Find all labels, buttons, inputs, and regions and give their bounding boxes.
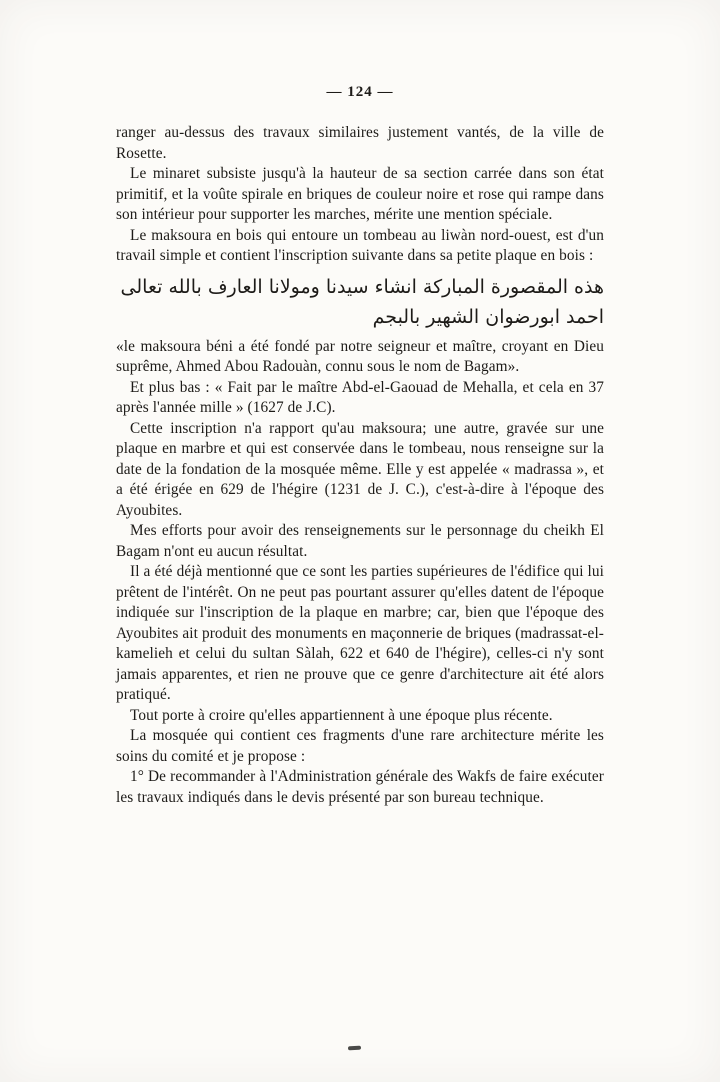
paragraph-parties-superieures: Il a été déjà mentionné que ce sont les parties supérieures de l'édifice qui lui prêtent de l'intérêt. On ne peut pas pourtant assurer qu'elles datent de l'époque indiquée sur l'inscription de la plaque en marbre; car, bien que l'époque des Ayoubites ait produit des monuments en maçonnerie de briques (madrassat-el-kamelieh et celui du sultan Sàlah, 622 et 640 de l'hégire), celles-ci n'y sont jamais apparentes, et rien ne prouve que ce genre d'architecture ait été alors pratiqué. bbox=[116, 563, 604, 703]
paragraph-continuation: ranger au-dessus des travaux similaires justement vantés, de la ville de Rosette. bbox=[116, 124, 604, 162]
scan-artifact bbox=[348, 1046, 361, 1051]
paragraph-epoque-recente: Tout porte à croire qu'elles appartiennent à une époque plus récente. bbox=[130, 706, 553, 724]
paragraph-minaret: Le minaret subsiste jusqu'à la hauteur de sa section carrée dans son état primitif, et la voûte spirale en briques de couleur noire et rose qui rampe dans son intérieur pour supporter les marches, mérite une mention spéciale. bbox=[116, 165, 604, 223]
paragraph-maksoura: Le maksoura en bois qui entoure un tombeau au liwàn nord-ouest, est d'un travail simple et contient l'inscription suivante dans sa petite plaque en bois : bbox=[116, 226, 604, 264]
paragraph-plaque-marbre: Cette inscription n'a rapport qu'au maksoura; une autre, gravée sur une plaque en marbre et qui est conservée dans le tombeau, nous renseigne sur la date de la fondation de la mosquée même. Elle y est appelée « madrassa », et a été érigée en 629 de l'hégire (1231 de J. C.), c'est-à-dire à l'époque des Ayoubites. bbox=[116, 419, 604, 519]
arabic-inscription: هذه المقصورة المباركة انشاء سيدنا ومولانا العارف بالله تعالى احمد ابورضوان الشهير بالبجم bbox=[120, 275, 604, 328]
paragraph-et-plus-bas: Et plus bas : « Fait par le maître Abd-el-Gaouad de Mehalla, et cela en 37 après l'année mille » (1627 de J.C). bbox=[116, 378, 604, 416]
paragraph-mosquee-comite: La mosquée qui contient ces fragments d'une rare architecture mérite les soins du comité et je propose : bbox=[116, 727, 604, 765]
page-text bbox=[116, 123, 604, 808]
paragraph-efforts: Mes efforts pour avoir des renseignements sur le personnage du cheikh El Bagam n'ont eu aucun résultat. bbox=[116, 522, 604, 560]
paragraph-recommandation: 1° De recommander à l'Administration générale des Wakfs de faire exécuter les travaux indiqués dans le devis présenté par son bureau technique. bbox=[116, 768, 604, 806]
page-number: — 124 — bbox=[326, 84, 394, 100]
paragraph-inscription-translation: «le maksoura béni a été fondé par notre seigneur et maître, croyant en Dieu suprême, Ahmed Abou Radouàn, connu sous le nom de Bagam». bbox=[116, 337, 604, 375]
